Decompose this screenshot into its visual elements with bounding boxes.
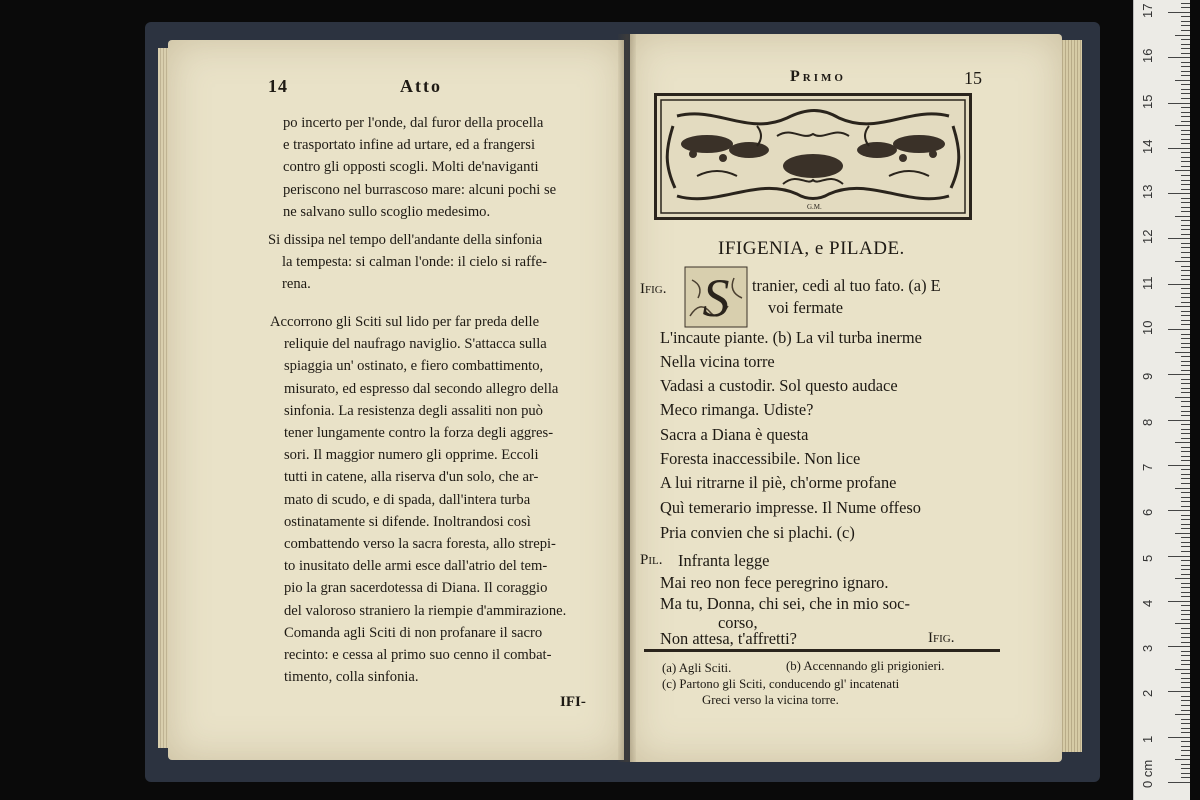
- ruler-tick: [1168, 12, 1190, 13]
- ruler-tick: [1175, 352, 1190, 353]
- ruler-tick: [1181, 334, 1190, 335]
- ruler-tick: [1181, 406, 1190, 407]
- text-line: ne salvano sullo scoglio medesimo.: [283, 203, 491, 220]
- drop-cap-letter: S: [702, 268, 730, 328]
- ruler-tick: [1181, 429, 1190, 430]
- ruler-tick: [1181, 75, 1190, 76]
- ruler-tick: [1181, 189, 1190, 190]
- ruler-tick: [1168, 284, 1190, 285]
- text-line: combattendo verso la sacra foresta, allo strepi-: [284, 536, 556, 553]
- ruler-tick: [1181, 710, 1190, 711]
- ruler-tick: [1181, 7, 1190, 8]
- ruler-tick: [1175, 533, 1190, 534]
- footnote-rule: [644, 649, 1000, 652]
- ruler-tick: [1181, 741, 1190, 742]
- ruler-tick: [1181, 447, 1190, 448]
- ruler-tick: [1168, 510, 1190, 511]
- ruler-tick: [1181, 89, 1190, 90]
- ruler-tick: [1168, 420, 1190, 421]
- text-line: to inusitato delle armi esce dall'atrio del tem-: [284, 558, 548, 575]
- ruler-tick: [1181, 152, 1190, 153]
- ruler-tick: [1175, 216, 1190, 217]
- ruler-tick: [1181, 116, 1190, 117]
- ruler-tick: [1175, 578, 1190, 579]
- ruler-tick: [1181, 293, 1190, 294]
- ruler-tick: [1181, 347, 1190, 348]
- ruler-tick: [1181, 211, 1190, 212]
- ruler-tick: [1181, 551, 1190, 552]
- verse-line: Foresta inaccessibile. Non lice: [660, 449, 861, 468]
- ruler-tick: [1181, 229, 1190, 230]
- text-line: sinfonia. La resistenza degli assaliti non può: [284, 402, 543, 419]
- ruler-tick: [1181, 469, 1190, 470]
- text-line: mato di scudo, e di spada, dall'intera turba: [284, 491, 531, 508]
- verse-line: corso,: [718, 613, 758, 632]
- ruler-tick: [1181, 134, 1190, 135]
- ruler-tick: [1181, 311, 1190, 312]
- ruler-tick: [1168, 148, 1190, 149]
- ruler-tick: [1181, 492, 1190, 493]
- speaker-ifig: Ifig.: [640, 281, 667, 297]
- ruler-tick: [1181, 515, 1190, 516]
- ruler-tick: [1181, 768, 1190, 769]
- ruler-tick: [1181, 614, 1190, 615]
- ruler-tick: [1181, 48, 1190, 49]
- ruler-tick: [1181, 302, 1190, 303]
- left-head-word: Atto: [400, 76, 442, 96]
- ruler-tick: [1181, 107, 1190, 108]
- verse-line: voi fermate: [768, 298, 844, 317]
- ruler-tick: [1181, 456, 1190, 457]
- text-line: po incerto per l'onde, dal furor della procella: [283, 115, 544, 131]
- ruler-tick: [1181, 605, 1190, 606]
- ruler-tick: [1181, 519, 1190, 520]
- ruler-tick: [1181, 343, 1190, 344]
- ruler-tick: [1181, 84, 1190, 85]
- ruler-tick: [1181, 777, 1190, 778]
- ruler-tick: [1181, 687, 1190, 688]
- ruler-tick: [1175, 35, 1190, 36]
- text-line: tener lungamente contro la forza degli aggres-: [284, 425, 554, 442]
- verse-line: Sacra a Diana è questa: [660, 425, 809, 444]
- ruler-label: 11: [1140, 276, 1155, 290]
- headpiece-ornament: [654, 93, 972, 220]
- text-line: Comanda agli Sciti di non profanare il sacro: [284, 624, 543, 641]
- ruler-tick: [1181, 98, 1190, 99]
- paragraph-3: [270, 311, 566, 688]
- ruler-tick: [1181, 755, 1190, 756]
- verse-line: Meco rimanga. Udiste?: [660, 400, 814, 419]
- ruler-tick: [1181, 764, 1190, 765]
- ruler-tick: [1175, 759, 1190, 760]
- ruler-tick: [1181, 732, 1190, 733]
- ruler-tick: [1181, 247, 1190, 248]
- ruler-tick: [1181, 501, 1190, 502]
- ruler-tick: [1181, 220, 1190, 221]
- ruler-label: 15: [1140, 94, 1155, 109]
- ruler-tick: [1175, 80, 1190, 81]
- ruler-tick: [1181, 121, 1190, 122]
- ruler-tick: [1181, 546, 1190, 547]
- ruler-tick: [1168, 103, 1190, 104]
- footnote-c-continued: Greci verso la vicina torre.: [702, 693, 839, 707]
- ruler-tick: [1181, 474, 1190, 475]
- ruler-label: 12: [1140, 229, 1155, 245]
- ruler-tick: [1181, 324, 1190, 325]
- ruler-tick: [1175, 261, 1190, 262]
- ruler-tick: [1181, 528, 1190, 529]
- right-head-word: Primo: [790, 68, 846, 85]
- ruler-tick: [1181, 682, 1190, 683]
- drop-cap-engraving: [684, 266, 748, 328]
- ruler-label: 9: [1140, 373, 1155, 381]
- ruler-tick: [1181, 560, 1190, 561]
- ruler-tick: [1181, 202, 1190, 203]
- ruler-tick: [1181, 166, 1190, 167]
- ruler-tick: [1181, 565, 1190, 566]
- ruler-tick: [1181, 30, 1190, 31]
- ruler-label: 7: [1140, 463, 1155, 471]
- ruler-tick: [1181, 175, 1190, 176]
- paragraph-2: [268, 229, 547, 296]
- ruler-tick: [1181, 198, 1190, 199]
- verse-line: A lui ritrarne il piè, ch'orme profane: [660, 473, 897, 492]
- measurement-ruler: [1133, 0, 1190, 800]
- ruler-tick: [1181, 483, 1190, 484]
- ruler-tick: [1181, 497, 1190, 498]
- ruler-tick: [1168, 737, 1190, 738]
- ruler-tick: [1181, 628, 1190, 629]
- ruler-tick: [1181, 25, 1190, 26]
- ruler-tick: [1181, 370, 1190, 371]
- ruler-tick: [1181, 279, 1190, 280]
- ruler-tick: [1181, 619, 1190, 620]
- ruler-tick: [1181, 315, 1190, 316]
- text-line: e trasportato infine ad urtare, ed a frangersi: [283, 137, 536, 154]
- ruler-tick: [1181, 66, 1190, 67]
- ornament-engraving: [657, 96, 969, 217]
- ruler-tick: [1181, 451, 1190, 452]
- ruler-tick: [1181, 415, 1190, 416]
- text-line: pio la gran sacerdotessa di Diana. Il coraggio: [284, 580, 548, 597]
- footnote-b: (b) Accennando gli prigionieri.: [786, 659, 945, 673]
- ruler-tick: [1181, 383, 1190, 384]
- ruler-tick: [1175, 306, 1190, 307]
- ruler-tick: [1181, 678, 1190, 679]
- ruler-tick: [1181, 433, 1190, 434]
- ruler-tick: [1175, 125, 1190, 126]
- ruler-tick: [1181, 723, 1190, 724]
- ruler-tick: [1168, 374, 1190, 375]
- ruler-tick: [1175, 397, 1190, 398]
- ruler-tick: [1181, 365, 1190, 366]
- right-page-number: 15: [964, 68, 982, 88]
- ruler-tick: [1181, 243, 1190, 244]
- ruler-label: 3: [1140, 644, 1155, 653]
- text-line: ostinatamente si difende. Inoltrandosi così: [284, 513, 531, 530]
- ruler-tick: [1168, 329, 1190, 330]
- ruler-label: 2: [1140, 690, 1155, 698]
- ruler-tick: [1181, 184, 1190, 185]
- ruler-tick: [1181, 356, 1190, 357]
- text-line: rena.: [282, 276, 311, 293]
- ruler-tick: [1181, 438, 1190, 439]
- ruler-tick: [1181, 130, 1190, 131]
- ruler-tick: [1181, 257, 1190, 258]
- ruler-tick: [1168, 238, 1190, 239]
- ruler-tick: [1168, 193, 1190, 194]
- ruler-label: 10: [1140, 320, 1155, 335]
- ruler-tick: [1181, 673, 1190, 674]
- text-line: Accorrono gli Sciti sul lido per far preda delle: [270, 314, 540, 330]
- book-gutter: [618, 34, 636, 762]
- ruler-tick: [1181, 610, 1190, 611]
- ruler-tick: [1168, 556, 1190, 557]
- ruler-tick: [1181, 664, 1190, 665]
- ruler-tick: [1181, 574, 1190, 575]
- ruler-tick: [1181, 180, 1190, 181]
- ruler-tick: [1181, 379, 1190, 380]
- ruler-tick: [1181, 361, 1190, 362]
- ruler-tick: [1181, 392, 1190, 393]
- ruler-tick: [1181, 62, 1190, 63]
- ruler-tick: [1181, 583, 1190, 584]
- ruler-tick: [1181, 234, 1190, 235]
- ruler-tick: [1181, 728, 1190, 729]
- text-line: misurato, ed espresso dal secondo allegro della: [284, 380, 559, 397]
- scene-title: IFIGENIA, e PILADE.: [718, 238, 905, 259]
- verse-line: Infranta legge: [678, 551, 770, 570]
- ruler-tick: [1181, 478, 1190, 479]
- text-line: del valoroso straniero la riempie d'ammirazione.: [284, 602, 567, 619]
- ruler-tick: [1175, 442, 1190, 443]
- verse-line: Mai reo non fece peregrino ignaro.: [660, 573, 889, 592]
- ruler-tick: [1181, 266, 1190, 267]
- text-line: Si dissipa nel tempo dell'andante della sinfonia: [268, 232, 543, 248]
- ruler-tick: [1181, 700, 1190, 701]
- ruler-tick: [1168, 646, 1190, 647]
- ruler-tick: [1181, 16, 1190, 17]
- ruler-label: 1: [1140, 735, 1155, 743]
- verse-line: Non attesa, t'affretti?: [660, 629, 797, 648]
- ruler-tick: [1181, 424, 1190, 425]
- left-catchword: IFI-: [560, 694, 586, 710]
- ruler-label: 8: [1140, 418, 1155, 426]
- ruler-tick: [1181, 651, 1190, 652]
- ruler-tick: [1181, 719, 1190, 720]
- text-line: timento, colla sinfonia.: [284, 669, 419, 686]
- ruler-tick: [1181, 275, 1190, 276]
- footnote-c: (c) Partono gli Sciti, conducendo gl' incatenati: [662, 677, 900, 691]
- ruler-label: 6: [1140, 508, 1155, 517]
- ruler-tick: [1175, 669, 1190, 670]
- ruler-tick: [1168, 601, 1190, 602]
- ruler-tick: [1181, 460, 1190, 461]
- ruler-tick: [1181, 696, 1190, 697]
- decorated-initial: [684, 266, 748, 328]
- verse-line: L'incaute piante. (b) La vil turba inerme: [660, 328, 922, 347]
- ruler-tick: [1181, 288, 1190, 289]
- ruler-tick: [1181, 388, 1190, 389]
- ruler-tick: [1181, 637, 1190, 638]
- ruler-label: 4: [1140, 599, 1155, 607]
- ruler-tick: [1175, 170, 1190, 171]
- ruler-label: 5: [1140, 554, 1155, 562]
- ruler-tick: [1181, 143, 1190, 144]
- ruler-tick: [1181, 225, 1190, 226]
- speaker-pil: Pil.: [640, 552, 663, 568]
- footnote-a: (a) Agli Sciti.: [662, 661, 732, 675]
- ruler-tick: [1181, 633, 1190, 634]
- ruler-tick: [1168, 57, 1190, 58]
- ruler-tick: [1181, 338, 1190, 339]
- text-line: recinto: e cessa al primo suo cenno il combat-: [284, 647, 552, 664]
- ruler-label: 0 cm: [1140, 759, 1155, 788]
- ruler-tick: [1175, 488, 1190, 489]
- ruler-tick: [1181, 705, 1190, 706]
- ruler-tick: [1181, 161, 1190, 162]
- ruler-tick: [1175, 623, 1190, 624]
- ruler-tick: [1168, 691, 1190, 692]
- verse-line: Nella vicina torre: [660, 352, 775, 371]
- verse-line: Vadasi a custodir. Sol questo audace: [660, 376, 898, 395]
- ornament-signature: G.M.: [807, 203, 822, 211]
- text-line: tutti in catene, alla riserva d'un solo, che ar-: [284, 469, 539, 486]
- verse-line: tranier, cedi al tuo fato. (a) E: [752, 276, 941, 295]
- text-line: periscono nel burrascoso mare: alcuni pochi se: [283, 181, 557, 198]
- ruler-tick: [1181, 746, 1190, 747]
- ruler-tick: [1181, 524, 1190, 525]
- ruler-tick: [1181, 642, 1190, 643]
- ruler-tick: [1181, 537, 1190, 538]
- ruler-label: 14: [1140, 139, 1155, 154]
- ruler-tick: [1181, 157, 1190, 158]
- ruler-tick: [1181, 112, 1190, 113]
- ruler-tick: [1175, 714, 1190, 715]
- right-catchword: Ifig.: [928, 630, 955, 646]
- ruler-tick: [1181, 569, 1190, 570]
- ruler-tick: [1181, 44, 1190, 45]
- ruler-tick: [1168, 782, 1190, 783]
- ruler-tick: [1181, 750, 1190, 751]
- page-edges-right: [1060, 40, 1082, 752]
- ruler-tick: [1181, 596, 1190, 597]
- ruler-tick: [1181, 39, 1190, 40]
- ruler-tick: [1181, 655, 1190, 656]
- text-line: la tempesta: si calman l'onde: il cielo si raffe-: [282, 254, 547, 271]
- ruler-tick: [1181, 139, 1190, 140]
- ruler-tick: [1181, 542, 1190, 543]
- text-line: spiaggia un' ostinato, e fiero combattimento,: [284, 358, 544, 375]
- ruler-tick: [1181, 773, 1190, 774]
- ruler-tick: [1181, 401, 1190, 402]
- ruler-tick: [1181, 592, 1190, 593]
- ruler-tick: [1181, 660, 1190, 661]
- ruler-tick: [1181, 252, 1190, 253]
- ruler-tick: [1181, 297, 1190, 298]
- text-line: contro gli opposti scogli. Molti de'naviganti: [283, 159, 539, 176]
- ruler-tick: [1181, 587, 1190, 588]
- ruler-tick: [1181, 411, 1190, 412]
- ruler-tick: [1181, 53, 1190, 54]
- ruler-label: 16: [1140, 48, 1155, 64]
- ruler-tick: [1181, 320, 1190, 321]
- ruler-label: 17: [1140, 3, 1155, 18]
- verse-line: Ma tu, Donna, chi sei, che in mio soc-: [660, 594, 910, 613]
- text-line: reliquie del naufrago naviglio. S'attacca sulla: [284, 336, 547, 353]
- left-page-number: 14: [268, 76, 288, 96]
- ruler-tick: [1181, 506, 1190, 507]
- text-line: sori. Il maggior numero gli opprime. Eccoli: [284, 447, 539, 464]
- ruler-tick: [1168, 465, 1190, 466]
- ruler-tick: [1181, 270, 1190, 271]
- paragraph-1: [283, 112, 556, 223]
- verse-line: Quì temerario impresse. Il Nume offeso: [660, 498, 921, 517]
- ruler-tick: [1181, 71, 1190, 72]
- ruler-label: 13: [1140, 184, 1155, 200]
- ruler-tick: [1181, 3, 1190, 4]
- ruler-tick: [1181, 207, 1190, 208]
- verse-line: Pria convien che si plachi. (c): [660, 523, 855, 542]
- ruler-tick: [1181, 21, 1190, 22]
- ruler-tick: [1181, 93, 1190, 94]
